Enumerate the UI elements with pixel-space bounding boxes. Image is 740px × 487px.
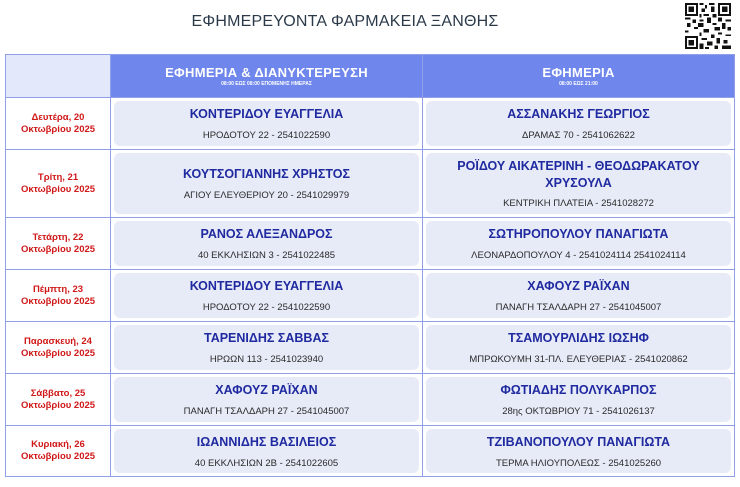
night-duty-pharmacy-card[interactable] — [114, 377, 419, 422]
table-row — [6, 374, 734, 426]
date-day: Πέμπτη, 23 — [32, 283, 84, 295]
pharmacy-name: ΡΟΪΔΟΥ ΑΙΚΑΤΕΡΙΝΗ - ΘΕΟΔΩΡΑΚΑΤΟΥ — [457, 159, 700, 173]
date-day: Τετάρτη, 22 — [32, 231, 84, 243]
page-title: ΕΦΗΜΕΡΕΥΟΝΤΑ ΦΑΡΜΑΚΕΙΑ ΞΑΝΘΗΣ — [191, 13, 499, 30]
pharmacy-address-phone: ΠΑΝΑΓΗ ΤΣΑΛΔΑΡΗ 27 - 2541045007 — [495, 302, 662, 313]
pharmacy-name: ΧΑΦΟΥΖ ΡΑΪΧΑΝ — [215, 383, 318, 397]
day-duty-pharmacy-card[interactable] — [426, 153, 731, 214]
night-duty-pharmacy-card[interactable] — [114, 273, 419, 318]
night-duty-pharmacy-card[interactable] — [114, 221, 419, 266]
day-duty-pharmacy-card[interactable] — [426, 377, 731, 422]
date-cell — [6, 426, 111, 476]
pharmacy-name: ΚΟΝΤΕΡΙΔΟΥ ΕΥΑΓΓΕΛΙΑ — [189, 107, 344, 121]
date-month: Οκτωβρίου 2025 — [20, 295, 96, 307]
table-row — [6, 98, 734, 150]
date-month: Οκτωβρίου 2025 — [20, 399, 96, 411]
pharmacy-name: ΚΟΝΤΕΡΙΔΟΥ ΕΥΑΓΓΕΛΙΑ — [189, 279, 344, 293]
pharmacy-address-phone: 28ης ΟΚΤΩΒΡΙΟΥ 71 - 2541026137 — [502, 406, 655, 417]
table-row — [6, 218, 734, 270]
pharmacy-name: ΣΩΤΗΡΟΠΟΥΛΟΥ ΠΑΝΑΓΙΩΤΑ — [488, 227, 669, 241]
header-night-duty-hours: 08:00 ΕΩΣ 08:00 ΕΠΟΜΕΝΗΣ ΗΜΕΡΑΣ — [221, 81, 312, 87]
date-month: Οκτωβρίου 2025 — [20, 183, 96, 195]
table-row — [6, 270, 734, 322]
pharmacy-address-phone: ΑΓΙΟΥ ΕΛΕΥΘΕΡΙΟΥ 20 - 2541029979 — [183, 190, 350, 201]
date-cell — [6, 150, 111, 217]
pharmacy-name: ΑΣΣΑΝΑΚΗΣ ΓΕΩΡΓΙΟΣ — [507, 107, 650, 121]
pharmacy-name-line-2: ΧΡΥΣΟΥΛΑ — [545, 176, 612, 190]
pharmacy-name: ΧΑΦΟΥΖ ΡΑΪΧΑΝ — [527, 279, 630, 293]
day-duty-pharmacy-card[interactable] — [426, 429, 731, 473]
pharmacy-address-phone: ΗΡΟΔΟΤΟΥ 22 - 2541022590 — [202, 130, 331, 141]
pharmacy-address-phone: 40 ΕΚΚΛΗΣΙΩΝ 2Β - 2541022605 — [194, 457, 339, 469]
date-month: Οκτωβρίου 2025 — [20, 243, 96, 255]
date-cell — [6, 98, 111, 149]
day-duty-pharmacy-card[interactable] — [426, 101, 731, 146]
night-duty-pharmacy-card[interactable] — [114, 153, 419, 214]
pharmacy-address-phone: ΜΠΡΩΚΟΥΜΗ 31-ΠΛ. ΕΛΕΥΘΕΡΙΑΣ - 2541020862 — [469, 354, 688, 365]
table-header-row — [6, 55, 734, 98]
date-cell — [6, 218, 111, 269]
pharmacy-name: ΡΑΝΟΣ ΑΛΕΞΑΝΔΡΟΣ — [200, 227, 333, 241]
pharmacy-name: ΤΑΡΕΝΙΔΗΣ ΣΑΒΒΑΣ — [203, 331, 329, 345]
date-day: Κυριακή, 26 — [31, 439, 85, 450]
pharmacy-name: ΤΖΙΒΑΝΟΠΟΥΛΟΥ ΠΑΝΑΓΙΩΤΑ — [486, 434, 671, 449]
pharmacy-name: ΚΟΥΤΣΟΓΙΑΝΝΗΣ ΧΡΗΣΤΟΣ — [183, 167, 350, 181]
pharmacy-name: ΦΩΤΙΑΔΗΣ ΠΟΛΥΚΑΡΠΟΣ — [500, 383, 657, 397]
header-date-cell — [6, 55, 111, 97]
table-row — [6, 150, 734, 218]
pharmacy-schedule-table — [5, 54, 735, 477]
header-day-duty-cell — [423, 55, 734, 97]
date-day: Σάββατο, 25 — [30, 387, 86, 399]
night-duty-pharmacy-card[interactable] — [114, 325, 419, 370]
date-day: Παρασκευή, 24 — [24, 335, 92, 347]
day-duty-pharmacy-card[interactable] — [426, 325, 731, 370]
pharmacy-address-phone: ΗΡΟΔΟΤΟΥ 22 - 2541022590 — [202, 302, 331, 313]
date-day: Τρίτη, 21 — [37, 171, 79, 183]
pharmacy-address-phone: ΚΕΝΤΡΙΚΗ ΠΛΑΤΕΙΑ - 2541028272 — [503, 198, 654, 209]
date-month: Οκτωβρίου 2025 — [20, 347, 96, 359]
table-row — [6, 426, 734, 476]
date-month: Οκτωβρίου 2025 — [20, 123, 96, 135]
day-duty-pharmacy-card[interactable] — [426, 221, 731, 266]
date-day: Δευτέρα, 20 — [31, 111, 85, 123]
pharmacy-name: ΤΣΑΜΟΥΡΛΙΔΗΣ ΙΩΣΗΦ — [508, 331, 649, 345]
header-night-duty-cell — [111, 55, 423, 97]
pharmacy-address-phone: 40 ΕΚΚΛΗΣΙΩΝ 3 - 2541022485 — [197, 250, 336, 261]
night-duty-pharmacy-card[interactable] — [114, 101, 419, 146]
date-cell — [6, 270, 111, 321]
pharmacy-address-phone: ΛΕΟΝΑΡΔΟΠΟΥΛΟΥ 4 - 2541024114 2541024114 — [471, 250, 686, 261]
night-duty-pharmacy-card[interactable] — [114, 429, 419, 473]
table-row — [6, 322, 734, 374]
date-cell — [6, 322, 111, 373]
pharmacy-address-phone: ΔΡΑΜΑΣ 70 - 2541062622 — [522, 130, 635, 141]
pharmacy-address-phone: ΤΕΡΜΑ ΗΛΙΟΥΠΟΛΕΩΣ - 2541025260 — [495, 457, 662, 469]
day-duty-pharmacy-card[interactable] — [426, 273, 731, 318]
header-day-duty-hours: 08:00 ΕΩΣ 21:00 — [559, 81, 598, 87]
header-day-duty-title: ΕΦΗΜΕΡΙΑ — [542, 65, 615, 80]
qr-code-icon[interactable] — [685, 3, 731, 49]
pharmacy-address-phone: ΠΑΝΑΓΗ ΤΣΑΛΔΑΡΗ 27 - 2541045007 — [183, 406, 350, 417]
date-month: Οκτωβρίου 2025 — [20, 451, 96, 462]
date-cell — [6, 374, 111, 425]
pharmacy-name: ΙΩΑΝΝΙΔΗΣ ΒΑΣΙΛΕΙΟΣ — [196, 434, 337, 449]
pharmacy-address-phone: ΗΡΩΩΝ 113 - 2541023940 — [209, 354, 324, 365]
header-night-duty-title: ΕΦΗΜΕΡΙΑ & ΔΙΑΝΥΚΤΕΡΕΥΣΗ — [165, 65, 368, 80]
